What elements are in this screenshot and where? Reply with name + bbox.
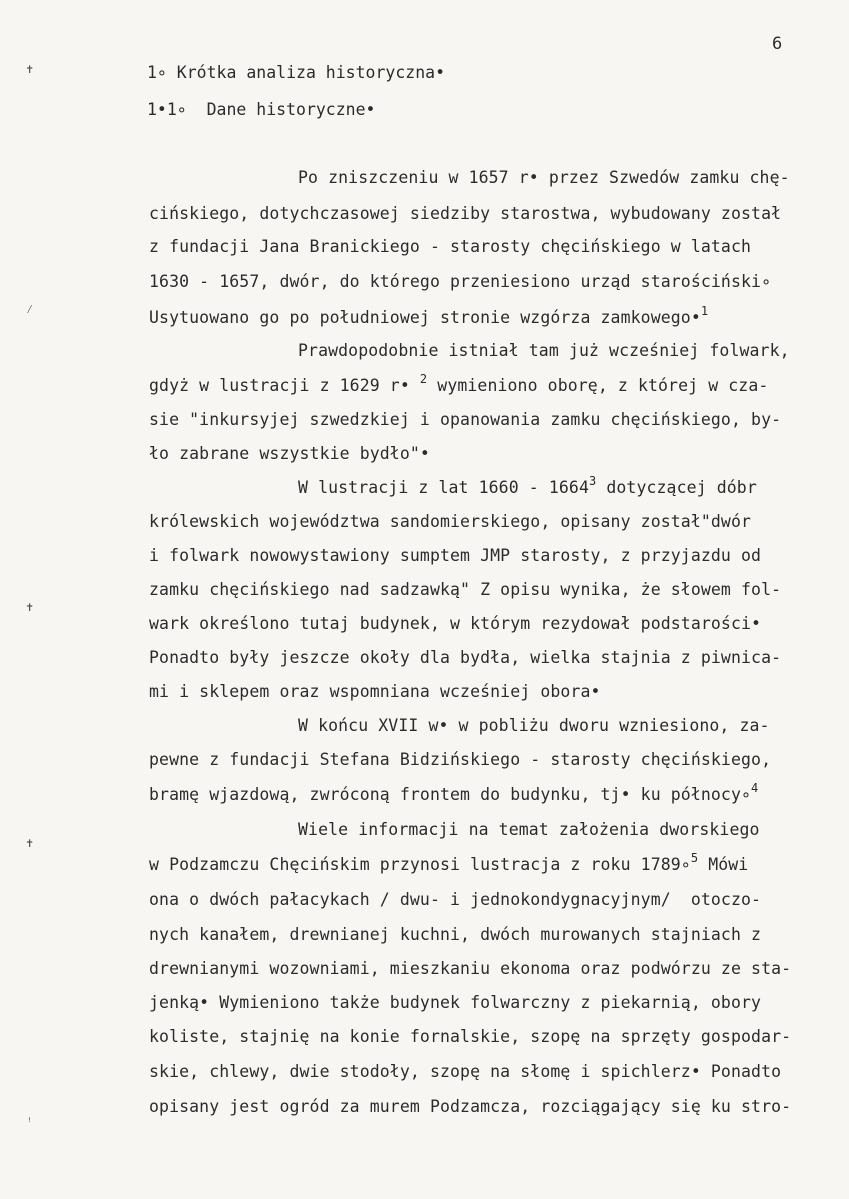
margin-mark: ✝ (26, 836, 34, 850)
text-line: 1630 - 1657, dwór, do którego przeniesiono urząd starościński∘ (149, 272, 772, 291)
margin-mark: ꜝ (26, 1115, 34, 1129)
text-line: bramę wjazdową, zwróconą frontem do budynku, tj• ku północy∘$^4$ (149, 781, 759, 804)
text-line: z fundacji Jana Branickiego - starosty chęcińskiego w latach (149, 237, 752, 256)
text-line: W lustracji z lat 1660 - 1664$^3$ dotyczącej dóbr (298, 474, 757, 497)
footnote-ref: 4 (751, 781, 759, 795)
text-line: zamku chęcińskiego nad sadzawką" Z opisu wynika, że słowem fol- (149, 580, 782, 599)
text-line: drewnianymi wozowniami, mieszkaniu ekonoma oraz podwórzu ze sta- (149, 959, 792, 978)
subsection-heading: 1•1∘ Dane historyczne• (147, 100, 376, 119)
text-line: W końcu XVII w• w pobliżu dworu wzniesiono, za- (298, 716, 770, 735)
footnote-ref: 5 (690, 851, 699, 865)
text-line: skie, chlewy, dwie stodoły, szopę na słomę i spichlerz• Ponadto (149, 1062, 782, 1081)
text-line: ło zabrane wszystkie bydło"• (149, 444, 430, 463)
text-line: Ponadto były jeszcze okoły dla bydła, wielka stajnia z piwnica- (149, 648, 782, 667)
text-line: ona o dwóch pałacykach / dwu- i jednokondygnacyjnym/ otoczo- (149, 890, 762, 909)
text-line: gdyż w lustracji z 1629 r• $^2$ wymieniono oborę, z której w cza- (149, 372, 769, 395)
margin-mark: ✝ (26, 600, 34, 614)
text-line: królewskich województwa sandomierskiego, opisany został"dwór (149, 512, 752, 531)
text-line: sie "inkursyjej szwedzkiej i opanowania zamku chęcińskiego, by- (149, 410, 782, 429)
text-line: wark określono tutaj budynek, w którym rezydował podstarości• (149, 614, 762, 633)
text-line: Po zniszczeniu w 1657 r• przez Szwedów zamku chę- (298, 168, 790, 187)
footnote-ref: 3 (588, 474, 597, 488)
text-line: w Podzamczu Chęcińskim przynosi lustracja z roku 1789∘$^5$ Mówi (149, 851, 749, 874)
page-number: 6 (772, 34, 783, 54)
footnote-ref: 1 (700, 304, 709, 318)
text-line: koliste, stajnię na konie fornalskie, szopę na sprzęty gospodar- (149, 1027, 792, 1046)
text-line: cińskiego, dotychczasowej siedziby starostwa, wybudowany został (149, 204, 782, 223)
footnote-ref: 2 (419, 372, 428, 386)
text-line: opisany jest ogród za murem Podzamcza, rozciągający się ku stro- (149, 1097, 792, 1116)
text-line: Prawdopodobnie istniał tam już wcześniej folwark, (298, 341, 790, 360)
section-heading: 1∘ Krótka analiza historyczna• (147, 63, 446, 82)
text-line: pewne z fundacji Stefana Bidzińskiego - starosty chęcińskiego, (149, 750, 772, 769)
margin-mark: ✝ (26, 62, 34, 76)
text-line: mi i sklepem oraz wspomniana wcześniej obora• (149, 682, 601, 701)
text-line: i folwark nowowystawiony sumptem JMP starosty, z przyjazdu od (149, 546, 762, 565)
text-line: nych kanałem, drewnianej kuchni, dwóch murowanych stajniach z (149, 925, 762, 944)
text-line: jenką• Wymieniono także budynek folwarczny z piekarnią, obory (149, 993, 762, 1012)
margin-mark: ⁄ (26, 302, 34, 316)
text-line: Wiele informacji na temat założenia dworskiego (298, 820, 760, 839)
text-line: Usytuowano go po południowej stronie wzgórza zamkowego•$^1$ (149, 304, 709, 327)
